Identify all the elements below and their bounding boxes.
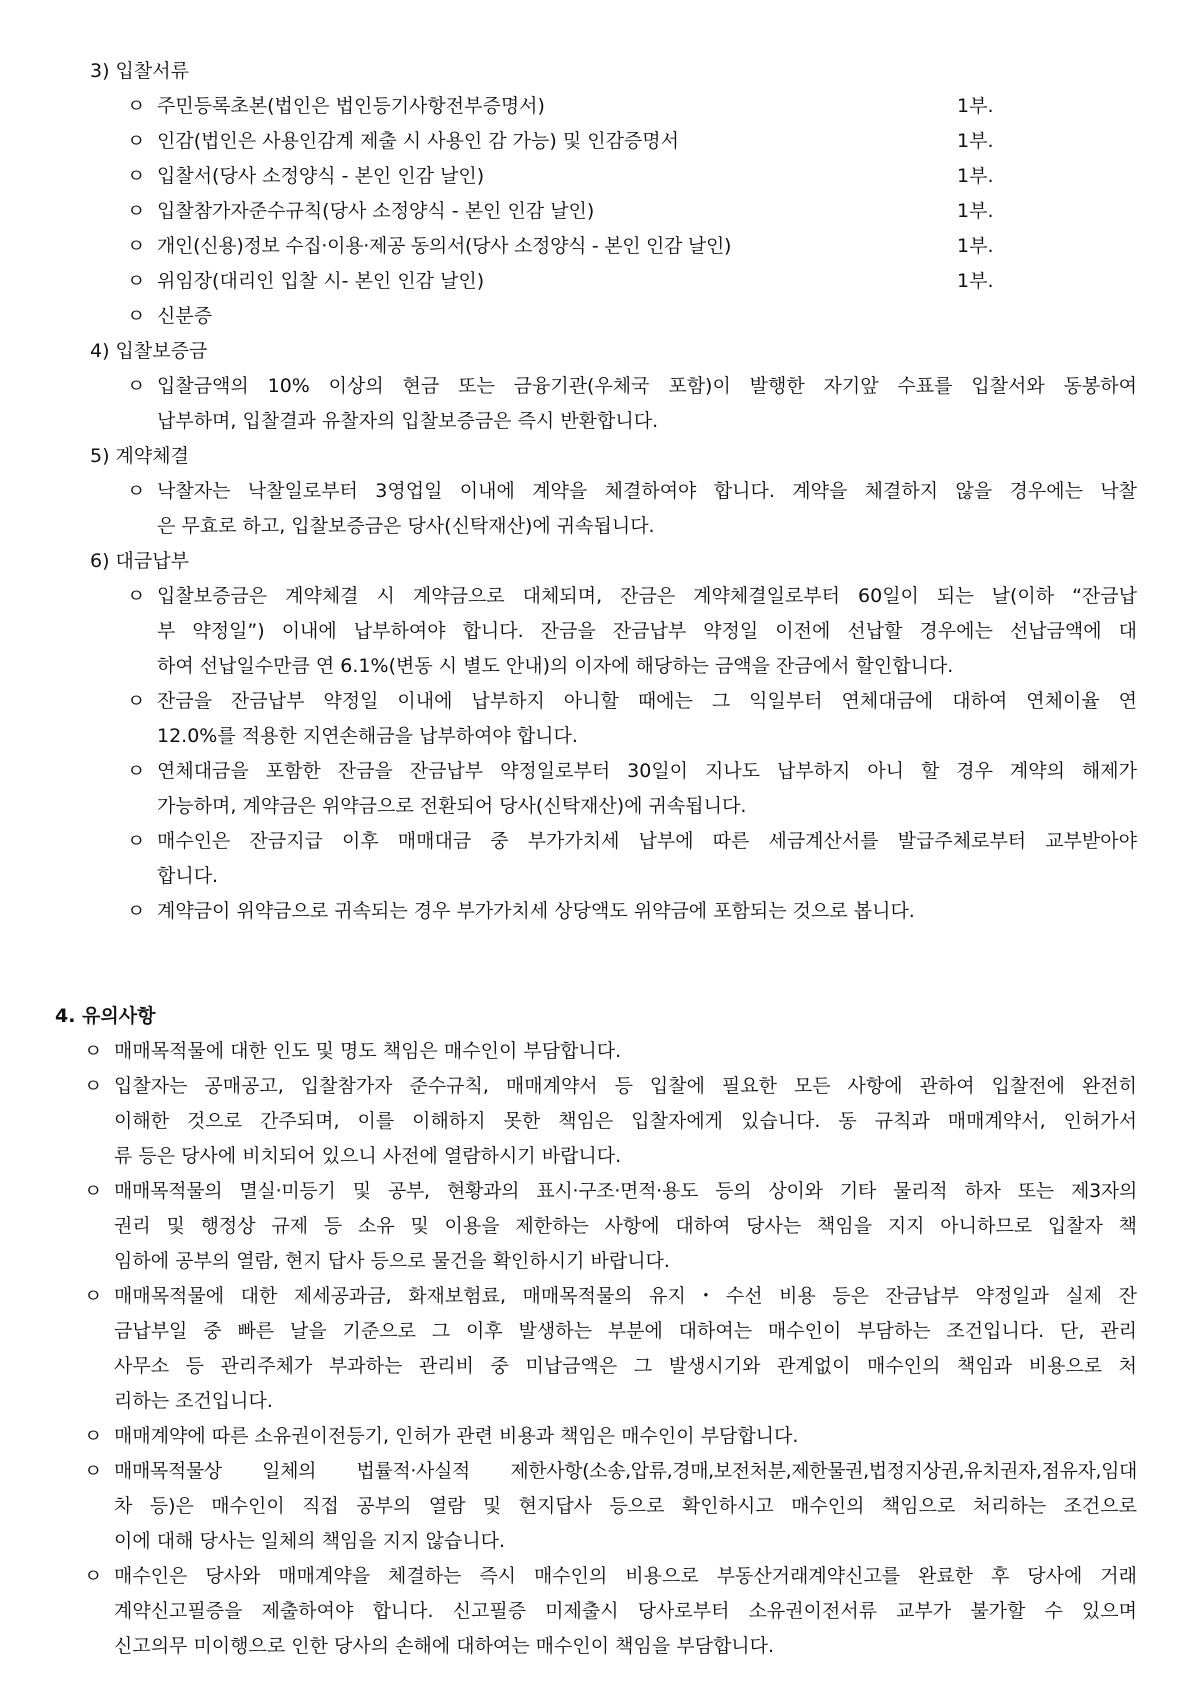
list-item: ㅇ 계약금이 위약금으로 귀속되는 경우 부가가치세 상당액도 위약금에 포함되는 것으로 봅니다. <box>127 900 915 922</box>
section-heading-bid-documents: 3) 입찰서류 <box>90 60 189 82</box>
list-item: ㅇ 위임장(대리인 입찰 시- 본인 인감 날인) 1부. <box>127 264 1137 299</box>
list-item: ㅇ 인감(법인은 사용인감계 제출 시 사용인 감 가능) 및 인감증명서 1부. <box>127 124 1137 159</box>
list-item: ㅇ 낙찰자는 낙찰일로부터 3영업일 이내에 계약을 체결하여야 합니다. 계약을 체결하지 않을 경우에는 낙찰 은 무효로 하고, 입찰보증금은 당사(신탁재산)에 귀속됩니다. <box>127 480 1137 537</box>
list-item: ㅇ 매매목적물의 멸실·미등기 및 공부, 현황과의 표시·구조·면적·용도 등의 상이와 기타 물리적 하자 또는 제3자의 권리 및 행정상 규제 등 소유 및 이용을 제한하는 사항에 대하여 당사는 책임을 지지 아니하므로 입찰자 책 임하에 공부의 열람, 현지 답사 등으로 물건을 확인하시기 바랍니다. <box>84 1180 1137 1272</box>
list-item: ㅇ 매매계약에 따른 소유권이전등기, 인허가 관련 비용과 책임은 매수인이 부담합니다. <box>84 1425 799 1447</box>
list-item: ㅇ 주민등록초본(법인은 법인등기사항전부증명서) 1부. <box>127 89 1137 124</box>
copies-count: 1부. <box>957 95 994 117</box>
list-item: ㅇ 개인(신용)정보 수집·이용·제공 동의서(당사 소정양식 - 본인 인감 날인) 1부. <box>127 229 1137 264</box>
list-item: ㅇ 입찰보증금은 계약체결 시 계약금으로 대체되며, 잔금은 계약체결일로부터 60일이 되는 날(이하 “잔금납 부 약정일”) 이내에 납부하여야 합니다. 잔금을 잔금납부 약정일 이전에 선납할 경우에는 선납금액에 대 하여 선납일수만큼 연 6.1%(변동 시 별도 안내)의 이자에 해당하는 금액을 잔금에서 할인합니다. <box>127 585 1137 677</box>
section-heading-notes: 4. 유의사항 <box>55 1005 156 1027</box>
section-heading-payment: 6) 대금납부 <box>90 550 189 572</box>
list-item: ㅇ 매매목적물에 대한 인도 및 명도 책임은 매수인이 부담합니다. <box>84 1040 622 1062</box>
list-item: ㅇ 매수인은 당사와 매매계약을 체결하는 즉시 매수인의 비용으로 부동산거래계약신고를 완료한 후 당사에 거래 계약신고필증을 제출하여야 합니다. 신고필증 미제출시 당사로부터 소유권이전서류 교부가 불가할 수 있으며 신고의무 미이행으로 인한 당사의 손해에 대하여는 매수인이 책임을 부담합니다. <box>84 1565 1137 1657</box>
copies-count: 1부. <box>957 130 994 152</box>
list-item: ㅇ 매매목적물상 일체의 법률적·사실적 제한사항(소송,압류,경매,보전처분,제한물권,법정지상권,유치권자,점유자,임대 차 등)은 매수인이 직접 공부의 열람 및 현지답사 등으로 확인하시고 매수인의 책임으로 처리하는 조건으로 이에 대해 당사는 일체의 책임을 지지 않습니다. <box>84 1460 1137 1552</box>
list-item: ㅇ 잔금을 잔금납부 약정일 이내에 납부하지 아니할 때에는 그 익일부터 연체대금에 대하여 연체이율 연 12.0%를 적용한 지연손해금을 납부하여야 합니다. <box>127 690 1137 747</box>
list-item: ㅇ 입찰참가자준수규칙(당사 소정양식 - 본인 인감 날인) 1부. <box>127 194 1137 229</box>
section-heading-bid-deposit: 4) 입찰보증금 <box>90 340 208 362</box>
copies-count: 1부. <box>957 200 994 222</box>
copies-count: 1부. <box>957 270 994 292</box>
copies-count: 1부. <box>957 165 994 187</box>
list-item: ㅇ 매수인은 잔금지급 이후 매매대금 중 부가가치세 납부에 따른 세금계산서를 발급주체로부터 교부받아야 합니다. <box>127 830 1137 887</box>
list-item: ㅇ 입찰금액의 10% 이상의 현금 또는 금융기관(우체국 포함)이 발행한 자기앞 수표를 입찰서와 동봉하여 납부하며, 입찰결과 유찰자의 입찰보증금은 즉시 반환합니다. <box>127 375 1137 432</box>
list-item: ㅇ 입찰서(당사 소정양식 - 본인 인감 날인) 1부. <box>127 159 1137 194</box>
list-item: ㅇ 매매목적물에 대한 제세공과금, 화재보험료, 매매목적물의 유지・수선 비용 등은 잔금납부 약정일과 실제 잔 금납부일 중 빠른 날을 기준으로 그 이후 발생하는 부분에 대하여는 매수인이 부담하는 조건입니다. 단, 관리 사무소 등 관리주체가 부과하는 관리비 중 미납금액은 그 발생시기와 관계없이 매수인의 책임과 비용으로 처 리하는 조건입니다. <box>84 1285 1137 1412</box>
list-item: ㅇ 연체대금을 포함한 잔금을 잔금납부 약정일로부터 30일이 지나도 납부하지 아니 할 경우 계약의 해제가 가능하며, 계약금은 위약금으로 전환되어 당사(신탁재산)에 귀속됩니다. <box>127 760 1137 817</box>
list-item: ㅇ 신분증 <box>127 305 213 327</box>
section-heading-contract: 5) 계약체결 <box>90 445 189 467</box>
list-item: ㅇ 입찰자는 공매공고, 입찰참가자 준수규칙, 매매계약서 등 입찰에 필요한 모든 사항에 관하여 입찰전에 완전히 이해한 것으로 간주되며, 이를 이해하지 못한 책임은 입찰자에게 있습니다. 동 규칙과 매매계약서, 인허가서 류 등은 당사에 비치되어 있으니 사전에 열람하시기 바랍니다. <box>84 1075 1137 1167</box>
copies-count: 1부. <box>957 235 994 257</box>
